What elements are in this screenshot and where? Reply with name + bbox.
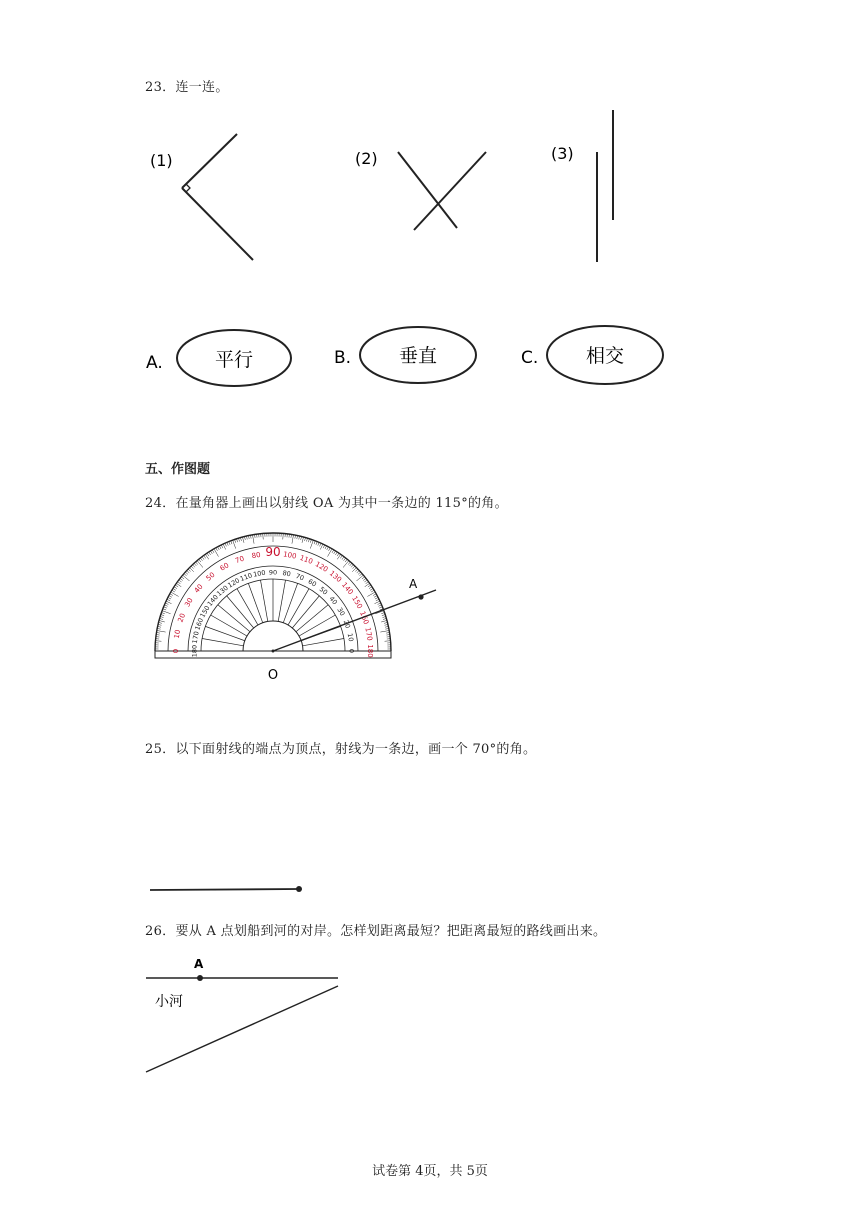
protractor-tick xyxy=(223,544,226,549)
protractor-tick xyxy=(210,551,212,554)
protractor-tick xyxy=(202,557,204,560)
protractor-tick xyxy=(345,559,347,562)
protractor-tick xyxy=(193,565,195,568)
protractor-radial-line xyxy=(283,583,297,622)
protractor-tick xyxy=(359,574,362,576)
protractor-tick xyxy=(197,561,203,568)
page-footer: 试卷第 4页，共 5页 xyxy=(372,1164,488,1179)
fig2-intersecting-lines xyxy=(398,152,486,230)
protractor-tick xyxy=(364,580,367,582)
protractor-outer-label: 90 xyxy=(265,545,281,559)
protractor-inner-label: 50 xyxy=(317,585,330,597)
protractor-tick xyxy=(370,588,373,590)
option-b-letter: B. xyxy=(334,348,352,368)
protractor-tick xyxy=(242,537,244,543)
protractor xyxy=(155,533,436,658)
protractor-tick xyxy=(380,631,389,633)
protractor-inner-label: 70 xyxy=(294,572,306,583)
option-b-text: 垂直 xyxy=(398,345,438,367)
protractor-radial-line xyxy=(278,580,285,621)
protractor-radial-line xyxy=(211,615,247,636)
protractor-tick xyxy=(376,599,379,601)
protractor-tick xyxy=(378,605,381,606)
protractor-tick xyxy=(175,585,178,587)
protractor-tick xyxy=(371,590,374,592)
protractor-inner-label: 180 xyxy=(190,644,199,658)
protractor-tick xyxy=(173,588,176,590)
option-c-text: 相交 xyxy=(585,345,625,367)
protractor-tick xyxy=(318,542,319,545)
protractor-tick xyxy=(358,572,361,574)
protractor-outer-label: 120 xyxy=(313,560,330,574)
protractor-tick xyxy=(167,599,170,601)
protractor-tick xyxy=(207,553,209,556)
protractor-outer-label: 60 xyxy=(218,561,231,573)
protractor-tick xyxy=(329,548,331,551)
q23-stem: 23．连一连。 xyxy=(145,80,229,95)
protractor-inner-label: 30 xyxy=(335,606,347,618)
protractor-tick xyxy=(320,543,321,546)
protractor-tick xyxy=(353,566,355,569)
protractor-tick xyxy=(368,585,371,587)
q23-figures xyxy=(0,100,860,410)
protractor-tick xyxy=(187,571,190,573)
protractor-radial-line xyxy=(303,638,344,645)
protractor-tick xyxy=(350,563,352,566)
protractor-radial-line xyxy=(237,589,258,625)
protractor-outer-label: 30 xyxy=(183,596,195,609)
protractor-inner-label: 160 xyxy=(193,616,206,632)
q25-stem: 25．以下面射线的端点为顶点，射线为一条边，画一个 70°的角。 xyxy=(145,742,537,757)
protractor-tick xyxy=(385,641,391,642)
protractor-tick xyxy=(328,549,333,557)
protractor-tick xyxy=(171,592,179,597)
protractor-tick xyxy=(334,551,336,554)
protractor-outer-label: 80 xyxy=(251,550,262,561)
protractor-tick xyxy=(337,553,339,556)
protractor-tick xyxy=(181,577,184,579)
ray-endpoint xyxy=(296,886,302,892)
protractor-inner-label: 130 xyxy=(215,583,230,598)
protractor-tick xyxy=(200,558,202,561)
protractor-tick xyxy=(194,563,196,566)
protractor-outer-label: 170 xyxy=(363,626,374,642)
protractor-tick xyxy=(356,575,363,581)
section-title: 五、作图题 xyxy=(145,462,211,477)
fig1-label: (1) xyxy=(150,151,173,170)
protractor-inner-label: 100 xyxy=(252,568,267,579)
protractor-tick xyxy=(357,571,360,573)
protractor-tick xyxy=(374,596,377,598)
protractor-tick xyxy=(196,562,198,565)
protractor-tick xyxy=(373,594,376,596)
q24-stem: 24．在量角器上画出以射线 OA 为其中一条边的 115°的角。 xyxy=(145,496,508,511)
protractor-tick xyxy=(214,549,219,557)
q25-ray xyxy=(140,880,320,900)
protractor-outer-label: 70 xyxy=(234,554,246,566)
protractor-tick xyxy=(209,552,211,555)
protractor-tick xyxy=(367,592,375,597)
protractor-tick xyxy=(218,547,220,550)
protractor-tick xyxy=(343,558,345,561)
protractor-radial-line xyxy=(299,615,335,636)
protractor-tick xyxy=(323,545,325,548)
fig2-label: (2) xyxy=(355,149,378,168)
protractor-inner-label: 140 xyxy=(205,593,220,608)
protractor-radial-line xyxy=(205,626,244,640)
protractor-radial-line xyxy=(248,583,262,622)
protractor-inner-label: 60 xyxy=(306,577,318,589)
protractor-tick xyxy=(169,596,172,598)
protractor-outer-label: 100 xyxy=(282,550,298,561)
protractor-tick xyxy=(325,546,327,549)
protractor-outer-label: 140 xyxy=(339,580,355,597)
protractor-inner-label: 0 xyxy=(347,648,356,654)
protractor-tick xyxy=(168,597,171,599)
protractor-radial-line xyxy=(288,589,309,625)
q24-protractor-figure xyxy=(140,520,460,690)
protractor-inner-label: 40 xyxy=(327,594,339,607)
protractor-tick xyxy=(225,543,226,546)
protractor-inner-label: 120 xyxy=(226,576,242,590)
point-a xyxy=(197,975,203,981)
protractor-tick xyxy=(342,557,344,560)
protractor-radial-line xyxy=(202,638,243,645)
protractor-tick xyxy=(263,533,264,539)
protractor-outer-label: 180 xyxy=(366,644,374,658)
point-o-label: O xyxy=(267,668,279,683)
protractor-tick xyxy=(381,620,387,622)
fig1-perpendicular-lines xyxy=(182,134,253,260)
protractor-outer-label: 160 xyxy=(358,610,371,626)
q26-river-figure xyxy=(140,950,350,1080)
protractor-outer-label: 50 xyxy=(204,570,217,583)
protractor-tick xyxy=(302,537,304,543)
protractor-tick xyxy=(363,578,366,580)
river-label: 小河 xyxy=(155,994,183,1010)
protractor-outer-label: 0 xyxy=(172,648,180,654)
protractor-tick xyxy=(327,547,329,550)
protractor-tick xyxy=(179,580,182,582)
protractor-tick xyxy=(155,641,161,642)
protractor-tick xyxy=(375,601,380,604)
protractor-tick xyxy=(184,574,187,576)
protractor-tick xyxy=(369,587,372,589)
protractor-tick xyxy=(166,601,171,604)
protractor-tick xyxy=(178,582,181,584)
protractor-outer-label: 150 xyxy=(350,594,364,611)
option-c-letter: C. xyxy=(521,348,539,368)
point-a-label: A xyxy=(194,957,204,971)
protractor-tick xyxy=(165,603,168,604)
protractor-tick xyxy=(188,569,191,571)
protractor-tick xyxy=(172,590,175,592)
point-a xyxy=(418,594,423,599)
protractor-tick xyxy=(221,545,223,548)
protractor-tick xyxy=(191,566,193,569)
protractor-tick xyxy=(362,577,365,579)
protractor-inner-label: 90 xyxy=(268,568,278,577)
protractor-outer-label: 130 xyxy=(327,569,344,585)
protractor-tick xyxy=(212,550,214,553)
fig3-parallel-lines xyxy=(597,110,613,262)
protractor-tick xyxy=(174,587,177,589)
protractor-tick xyxy=(343,561,349,568)
protractor-tick xyxy=(366,582,369,584)
protractor-tick xyxy=(340,556,342,559)
protractor-tick xyxy=(183,575,190,581)
protractor-tick xyxy=(157,631,166,633)
protractor-radial-line xyxy=(260,580,267,621)
protractor-tick xyxy=(332,550,334,553)
q26-stem: 26．要从 A 点划船到河的对岸。怎样划距离最短？把距离最短的路线画出来。 xyxy=(145,924,607,939)
protractor-inner-label: 20 xyxy=(341,618,352,630)
protractor-tick xyxy=(320,544,323,549)
protractor-tick xyxy=(180,578,183,580)
protractor-tick xyxy=(199,559,201,562)
protractor-tick xyxy=(348,562,350,565)
protractor-inner-label: 150 xyxy=(198,604,212,620)
protractor-inner-label: 80 xyxy=(281,569,292,579)
protractor-inner-label: 170 xyxy=(190,630,201,645)
protractor-tick xyxy=(253,535,255,544)
protractor-outer-label: 20 xyxy=(176,612,188,624)
protractor-tick xyxy=(351,565,353,568)
protractor-tick xyxy=(170,594,173,596)
protractor-outer-label: 110 xyxy=(298,553,314,566)
point-o xyxy=(272,650,275,653)
protractor-tick xyxy=(185,572,188,574)
protractor-tick xyxy=(204,556,206,559)
protractor-inner-label: 10 xyxy=(345,632,355,643)
protractor-tick xyxy=(335,552,337,555)
protractor-tick xyxy=(378,603,381,604)
fig3-label: (3) xyxy=(551,144,574,163)
protractor-tick xyxy=(216,548,218,551)
protractor-tick xyxy=(219,546,221,549)
protractor-tick xyxy=(292,535,294,544)
protractor-inner-label: 110 xyxy=(238,571,254,584)
point-a-label: A xyxy=(409,577,418,591)
protractor-tick xyxy=(164,605,167,606)
protractor-tick xyxy=(375,597,378,599)
option-a-text: 平行 xyxy=(214,349,254,371)
protractor-tick xyxy=(283,533,284,539)
protractor-tick xyxy=(227,542,228,545)
protractor-tick xyxy=(159,620,165,622)
protractor-outer-label: 40 xyxy=(192,582,205,595)
protractor-tick xyxy=(355,569,358,571)
protractor-outer-label: 10 xyxy=(172,629,183,640)
option-a-letter: A. xyxy=(146,353,163,373)
